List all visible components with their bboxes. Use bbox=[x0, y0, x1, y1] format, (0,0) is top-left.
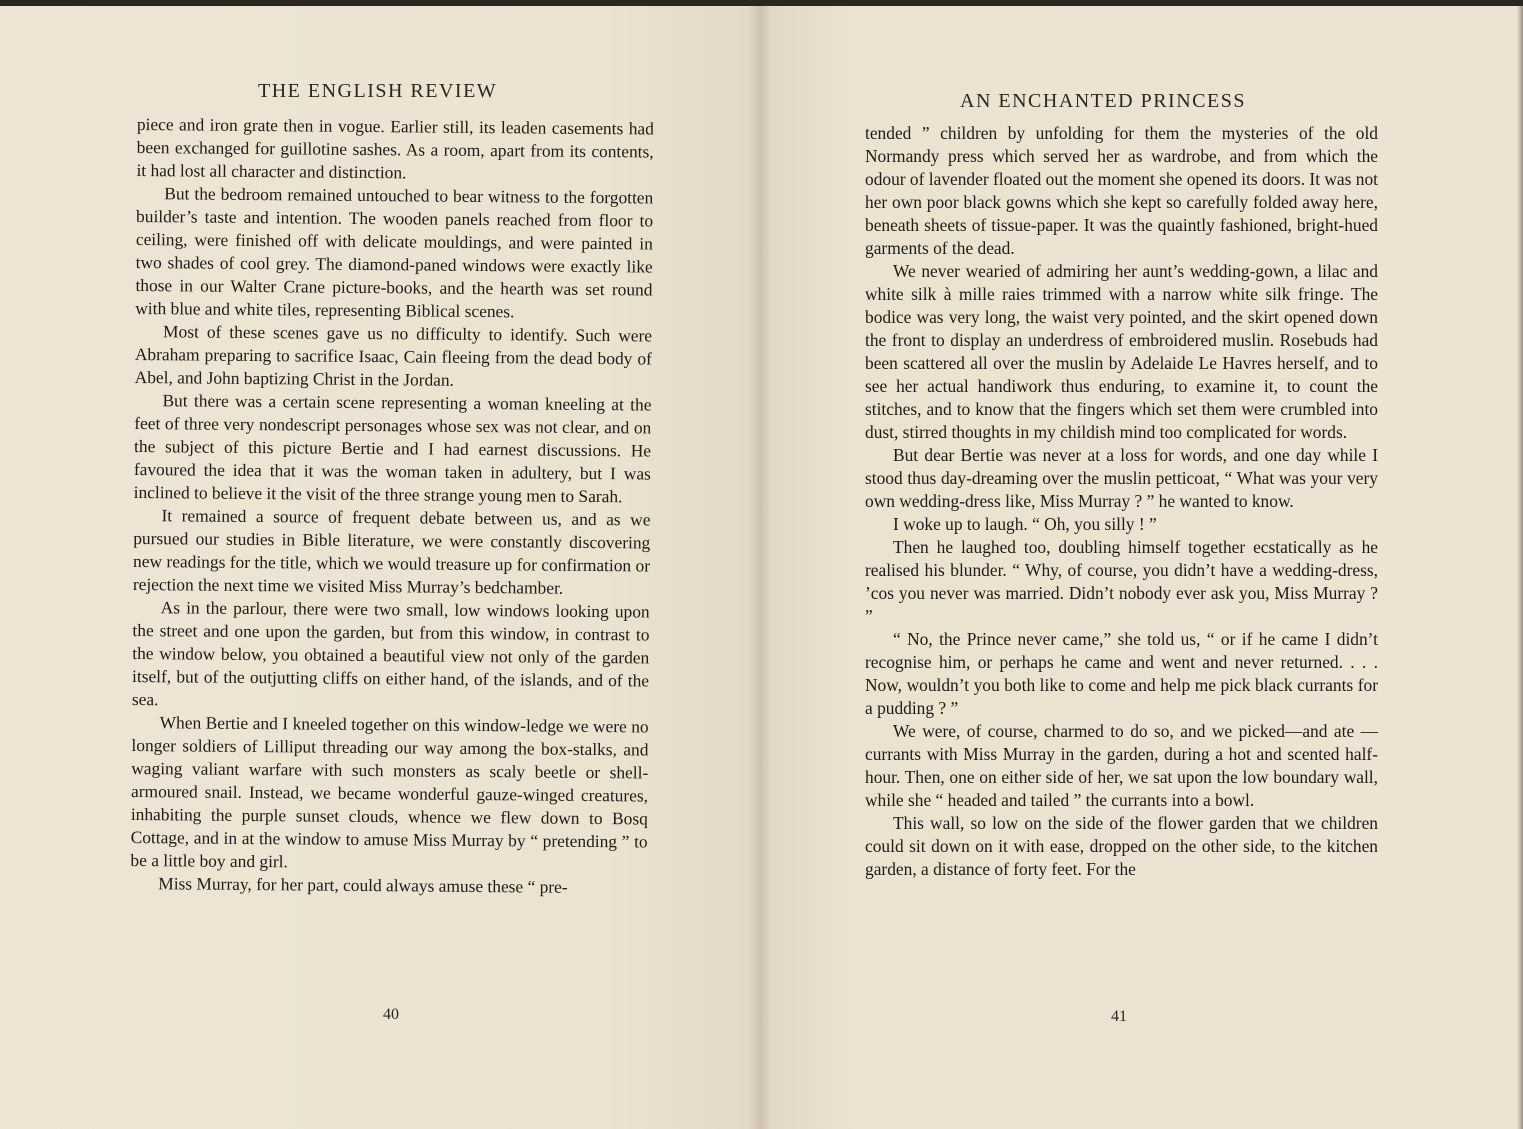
paragraph: We never wearied of admiring her aunt’s wedding-gown, a lilac and white silk à mille raies trimmed with a narrow white silk fringe. The bodice was very long, the waist very pointed, and the skirt opened down the front to display an underdress of embroidered muslin. Rosebuds had been scattered all over the muslin by Adelaide Le Havres herself, and to see her actual handiwork thus enduring, to examine it, to count the stitches, and to know that the fingers which set them were crumbled into dust, stirred thoughts in my childish mind too complicated for words. bbox=[865, 261, 1378, 442]
paragraph: piece and iron grate then in vogue. Earlier still, its leaden casements had been exchanged for guillotine sashes. As a room, apart from its contents, it had lost all character and distinction. bbox=[136, 113, 654, 183]
paragraph: We were, of course, charmed to do so, and we picked—and ate —currants with Miss Murray in the garden, during a hot and scented half-hour. Then, one on either side of her, we sat upon the low boundary wall, while she “ headed and tailed ” the currants into a bowl. bbox=[865, 721, 1378, 810]
text-block-right bbox=[865, 122, 1378, 881]
book-gutter bbox=[748, 6, 772, 1129]
paragraph: Then he laughed too, doubling himself together ecstatically as he realised his blunder. “ Why, of course, you didn’t have a wedding-dress, ’cos you never was married. Didn’t nobody ever ask you, Miss Murray ? ” bbox=[865, 537, 1378, 626]
paragraph: But there was a certain scene representing a woman kneeling at the feet of three very nondescript personages whose sex was not clear, and on the subject of this picture Bertie and I had earnest discussions. He favoured the idea that it was the woman taken in adultery, but I was inclined to believe it the visit of the three strange young men to Sarah. bbox=[133, 390, 652, 507]
paragraph: Miss Murray, for her part, could always amuse these “ pre- bbox=[158, 873, 568, 897]
left-page bbox=[0, 6, 760, 1129]
running-head-right: AN ENCHANTED PRINCESS bbox=[960, 90, 1246, 112]
book-spread bbox=[0, 6, 1523, 1129]
paragraph: I woke up to laugh. “ Oh, you silly ! ” bbox=[893, 514, 1157, 534]
paragraph: But dear Bertie was never at a loss for words, and one day while I stood thus day-dreaming over the muslin petticoat, “ What was your very own wedding-dress like, Miss Murray ? ” he wanted to know. bbox=[865, 445, 1378, 511]
running-head-left: THE ENGLISH REVIEW bbox=[258, 80, 498, 102]
paragraph: As in the parlour, there were two small, low windows looking upon the street and one upon the garden, but from this window, in contrast to the window below, you obtained a beautiful view not only of the garden itself, but of the outjutting cliffs on either hand, of the islands, and of the sea. bbox=[131, 597, 650, 710]
page-number-right: 41 bbox=[1111, 1008, 1127, 1025]
paragraph: But the bedroom remained untouched to bear witness to the forgotten builder’s taste and intention. The wooden panels reached from floor to ceiling, were finished off with delicate mouldings, and were painted in two shades of cool grey. The diamond-paned windows were exactly like those in our Walter Crane picture-books, and the hearth was set round with blue and white tiles, representing Biblical scenes. bbox=[135, 183, 654, 322]
paragraph: It remained a source of frequent debate between us, and as we pursued our studies in Bible literature, we were constantly discovering new readings for the title, which we would treasure up for confirmation or rejection the next time we visited Miss Murray’s bedchamber. bbox=[132, 505, 651, 598]
paragraph: This wall, so low on the side of the flower garden that we children could sit down on it with ease, dropped on the other side, to the kitchen garden, a distance of forty feet. For the bbox=[865, 813, 1378, 879]
paragraph: tended ” children by unfolding for them the mysteries of the old Normandy press which served her as wardrobe, and from which the odour of lavender floated out the moment she opened its doors. It was not her own poor black gowns which she kept so carefully folded away here, beneath sheets of tissue-paper. It was the quaintly fashioned, bright-hued garments of the dead. bbox=[865, 123, 1378, 258]
page-number-left: 40 bbox=[383, 1006, 399, 1023]
paragraph: Most of these scenes gave us no difficulty to identify. Such were Abraham preparing to sacrifice Isaac, Cain fleeing from the dead body of Abel, and John baptizing Christ in the Jordan. bbox=[134, 321, 653, 390]
paragraph: When Bertie and I kneeled together on this window-ledge we were no longer soldiers of Lilliput threading our way among the box-stalks, and waging valiant warfare with such monsters as scaly beetle or shell-armoured snail. Instead, we became wonderful gauze-winged creatures, inhabiting the purple sunset clouds, whence we flew down to Bosq Cottage, and in at the window to amuse Miss Murray by “ pretending ” to be a little boy and girl. bbox=[130, 712, 649, 872]
page-edge-shadow bbox=[1517, 6, 1523, 1129]
paragraph: “ No, the Prince never came,” she told us, “ or if he came I didn’t recognise him, or perhaps he came and went and never returned. . . . Now, wouldn’t you both like to come and help me pick black currants for a pudding ? ” bbox=[865, 629, 1378, 718]
text-block-left bbox=[130, 113, 654, 899]
